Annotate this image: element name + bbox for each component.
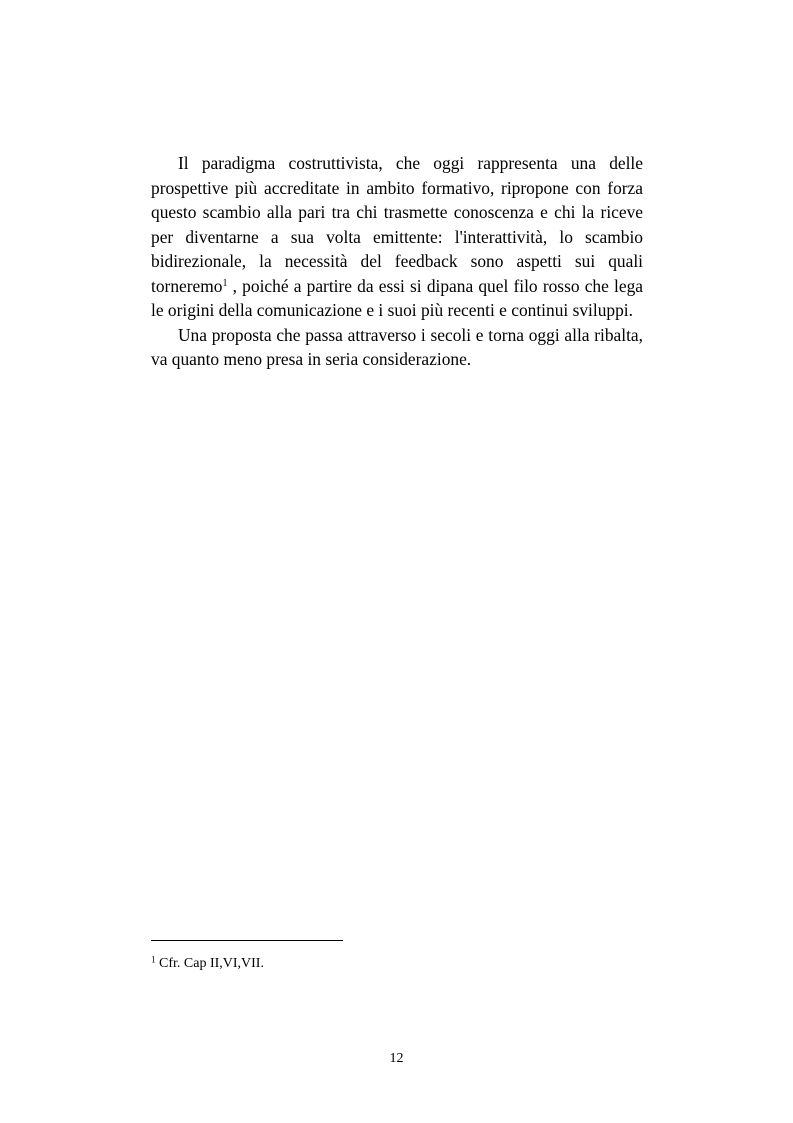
paragraph-2: Una proposta che passa attraverso i secoli e torna oggi alla ribalta, va quanto meno presa in seria considerazione. xyxy=(151,324,643,369)
paragraph-1-text: Il paradigma costruttivista, che oggi rappresenta una delle prospettive più accreditate in ambito formativo, ripropone con forza questo scambio alla pari tra chi trasmette conoscenza e chi la riceve per diventarne a sua volta emittente: l'interattività, lo scambio bidirezionale, la necessità del feedback sono aspetti sui quali torneremo xyxy=(151,153,643,296)
footnote-reference[interactable]: 1 xyxy=(222,277,228,289)
footnote-text: Cfr. Cap II,VI,VII. xyxy=(155,956,264,971)
footnote xyxy=(151,955,264,973)
page-number: 12 xyxy=(389,1051,404,1066)
paragraph-1 xyxy=(151,151,643,323)
footnote-marker: 1 xyxy=(151,954,156,965)
footnote-separator xyxy=(151,940,343,941)
body-text xyxy=(151,151,643,372)
paragraph-1-continuation: , poiché a partire da essi si dipana quel filo rosso che lega le origini della comunicazione e i suoi più recenti e continui sviluppi. xyxy=(151,275,643,320)
